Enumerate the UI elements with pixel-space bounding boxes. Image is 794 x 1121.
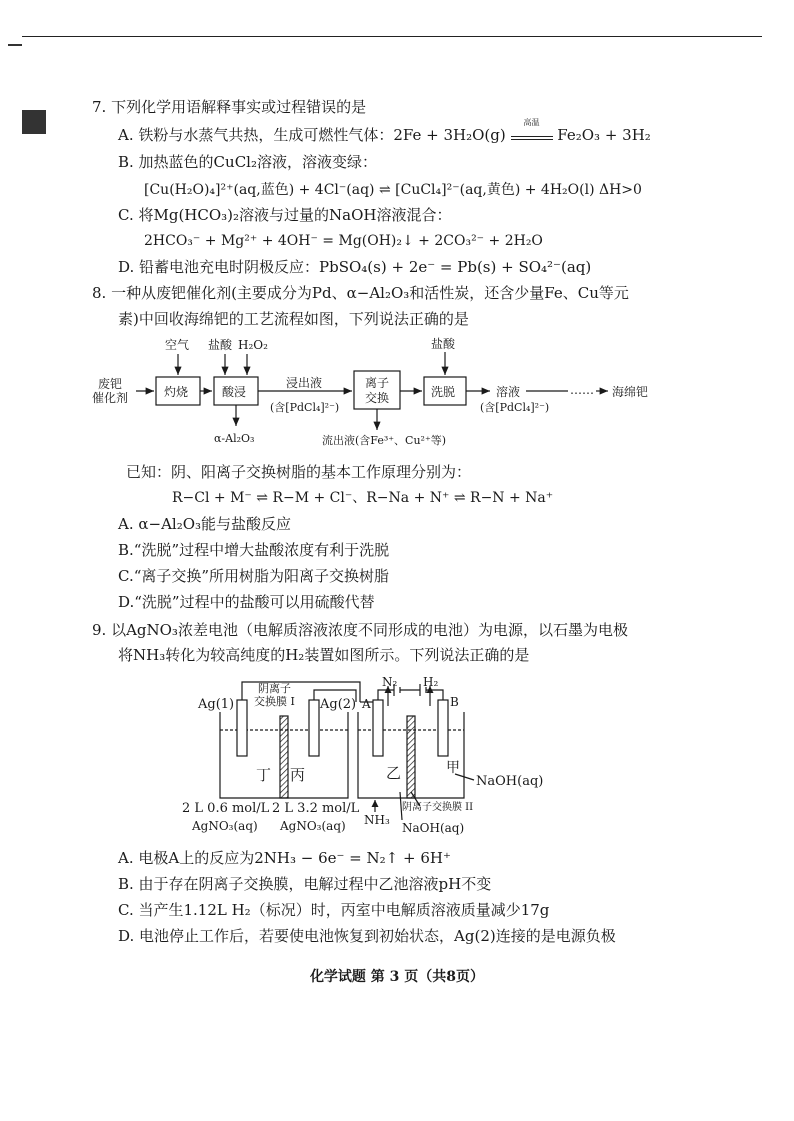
flow-air: 空气 [165,338,190,352]
q8-known-equation: R−Cl + M⁻ ⇌ R−M + Cl⁻、R−Na + N⁺ ⇌ R−N + Na⁺ [172,490,554,506]
q8-option-a: A. α−Al₂O₃能与盐酸反应 [118,515,292,533]
label-chamber-jia: 甲 [446,760,460,776]
label-electrode-a: A [362,697,371,711]
q7-option-b: B. 加热蓝色的CuCl₂溶液，溶液变绿： [118,153,377,171]
label-chamber-ding: 丁 [256,766,272,784]
q9-option-a: A. 电极A上的反应为2NH₃ − 6e⁻ = N₂↑ + 6H⁺ [118,849,451,867]
label-mid-sol: AgNO₃(aq) [280,819,346,833]
q7-a-products: Fe₂O₃ + 3H₂ [557,126,651,144]
flow-box-acid-label: 酸浸 [222,385,247,399]
q8-option-d: D.“洗脱”过程中的盐酸可以用硫酸代替 [118,593,375,611]
label-h2: H₂ [423,675,439,689]
q9-option-c: C. 当产生1.12L H₂（标况）时，丙室中电解质溶液质量减少17g [118,901,550,919]
q7-stem: 7. 下列化学用语解释事实或过程错误的是 [92,98,367,116]
q8-known: 已知：阴、阳离子交换树脂的基本工作原理分别为： [126,463,472,481]
top-rule [22,36,762,37]
flow-leachate: 浸出液 [286,376,323,390]
label-naoh-bottom: NaOH(aq) [402,821,465,835]
flow-box-burn-label: 灼烧 [164,385,189,399]
q7-a-arrow [511,118,553,140]
q7-option-a [118,118,651,145]
q7-option-d: D. 铅蓄电池充电时阴极反应：PbSO₄(s) + 2e⁻ = Pb(s) + SO₄²⁻(aq) [118,258,592,276]
q7-a-text: A. 铁粉与水蒸气共热，生成可燃性气体：2Fe + 3H₂O(g) [118,126,511,144]
label-nh3: NH₃ [364,813,390,827]
scan-marker [22,110,46,134]
q9-stem-1: 9. 以AgNO₃浓差电池（电解质溶液浓度不同形成的电池）为电源，以石墨为电极 [92,621,628,639]
label-electrode-b: B [450,695,459,709]
label-membrane-2: 阴离子交换膜 II [402,802,474,813]
q7-a-condition: 高温 [523,118,540,127]
label-ag2: Ag(2) [320,697,357,712]
q9-option-b: B. 由于存在阴离子交换膜，电解过程中乙池溶液pH不变 [118,875,492,893]
label-left-sol: AgNO₃(aq) [192,819,258,833]
q9-stem-2: 将NH₃转化为较高纯度的H₂装置如图所示。下列说法正确的是 [118,646,530,664]
flow-solution: 溶液 [496,385,521,399]
q8-flow-diagram [90,334,670,459]
q9-cell-diagram [180,672,560,838]
label-chamber-yi: 乙 [386,764,402,782]
q8-stem-2: 素)中回收海绵钯的工艺流程如图，下列说法正确的是 [118,310,469,328]
q8-option-c: C.“离子交换”所用树脂为阳离子交换树脂 [118,567,390,585]
q8-stem-1: 8. 一种从废钯催化剂(主要成分为Pd、α−Al₂O₃和活性炭，还含少量Fe、Cu等元 [92,284,629,302]
label-naoh-right: NaOH(aq) [476,774,544,789]
label-membrane-1b: 交换膜 I [254,695,295,708]
flow-input-1: 废钯 [98,377,123,391]
flow-hcl-2: 盐酸 [431,337,456,351]
flow-hcl-1: 盐酸 [208,338,233,352]
flow-box-ion-label-1: 离子 [365,376,390,390]
flow-h2o2: H₂O₂ [238,338,268,352]
q7-b-equation: [Cu(H₂O)₄]²⁺(aq,蓝色) + 4Cl⁻(aq) ⇌ [CuCl₄]²⁻(aq,黄色) + 4H₂O(l) ΔH>0 [144,182,642,198]
q8-option-b: B.“洗脱”过程中增大盐酸浓度有利于洗脱 [118,541,390,559]
label-chamber-bing: 丙 [290,766,306,784]
flow-dots: …… [570,383,594,397]
flow-output: 海绵钯 [612,385,649,399]
flow-solution-sub: (含[PdCl₄]²⁻) [480,401,550,414]
label-mid-conc: 2 L 3.2 mol/L [272,801,360,816]
flow-box-elution-label: 洗脱 [431,385,456,399]
q9-option-d: D. 电池停止工作后，若要使电池恢复到初始状态，Ag(2)连接的是电源负极 [118,927,616,945]
flow-residue: α-Al₂O₃ [214,432,255,445]
q7-c-equation: 2HCO₃⁻ + Mg²⁺ + 4OH⁻ = Mg(OH)₂↓ + 2CO₃²⁻ + 2H₂O [144,233,543,249]
label-left-conc: 2 L 0.6 mol/L [182,801,270,816]
label-membrane-1a: 阴离子 [258,682,291,695]
corner-dash [8,44,22,46]
flow-box-ion-label-2: 交换 [365,391,390,405]
flow-effluent: 流出液(含Fe³⁺、Cu²⁺等) [322,434,447,447]
page-footer: 化学试题 第 3 页（共8页） [309,969,485,985]
flow-input-2: 催化剂 [92,391,129,405]
q7-option-c: C. 将Mg(HCO₃)₂溶液与过量的NaOH溶液混合： [118,206,452,224]
label-ag1: Ag(1) [198,697,235,712]
label-n2: N₂ [382,675,398,689]
flow-leachate-sub: (含[PdCl₄]²⁻) [270,401,340,414]
